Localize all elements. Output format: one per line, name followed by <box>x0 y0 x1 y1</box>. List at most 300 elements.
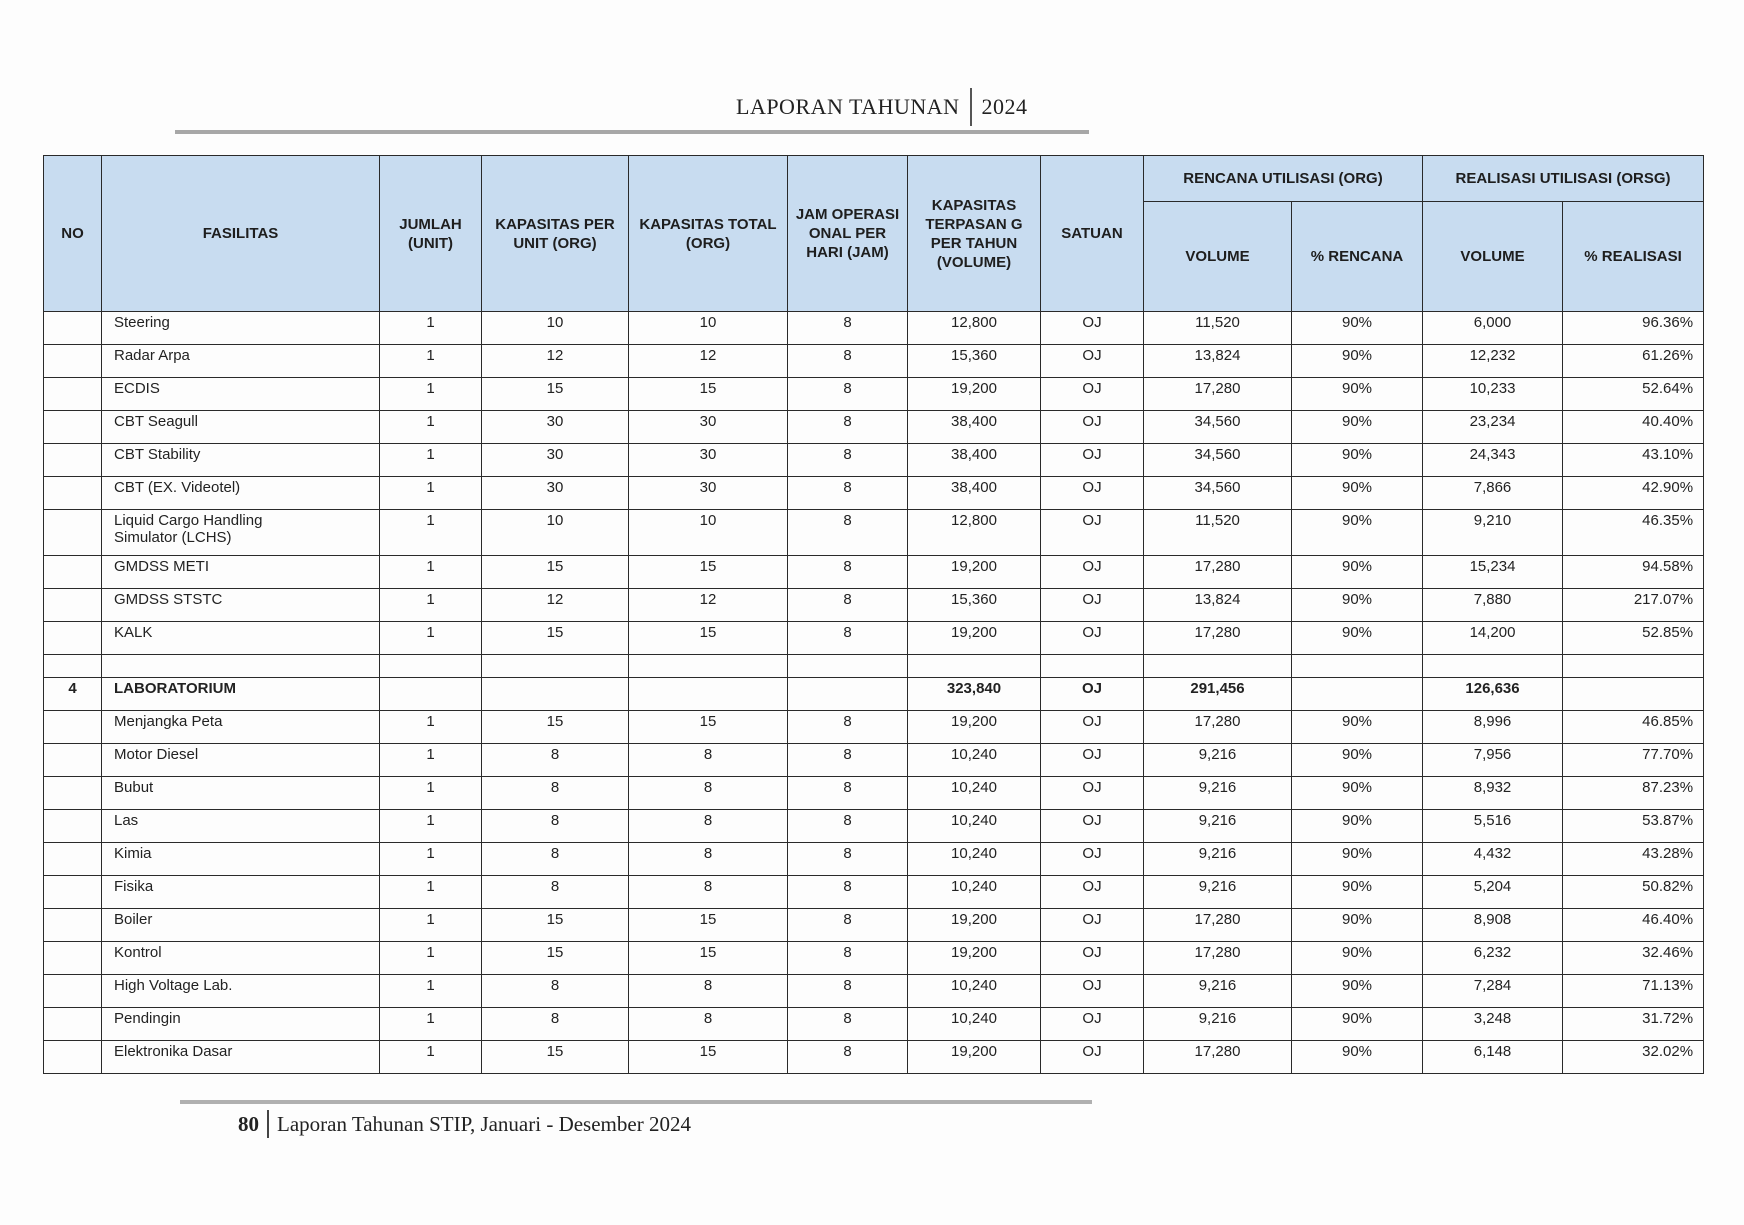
cell-kap-unit: 15 <box>482 622 629 655</box>
cell-jumlah: 1 <box>380 312 482 345</box>
col-jam-operasional: JAM OPERASI ONAL PER HARI (JAM) <box>788 156 908 312</box>
table-row <box>44 1008 1704 1041</box>
cell-fasilitas: CBT Stability <box>102 444 380 477</box>
cell-satuan: OJ <box>1041 975 1144 1008</box>
cell-rencana-pct: 90% <box>1292 744 1423 777</box>
cell-kap-unit: 30 <box>482 411 629 444</box>
cell-realisasi-volume: 7,866 <box>1423 477 1563 510</box>
cell-jam: 8 <box>788 744 908 777</box>
cell-realisasi-volume: 4,432 <box>1423 843 1563 876</box>
empty-row <box>44 655 1704 678</box>
cell-realisasi-volume: 5,516 <box>1423 810 1563 843</box>
cell-jam: 8 <box>788 975 908 1008</box>
cell-rencana-volume: 17,280 <box>1144 622 1292 655</box>
table-row <box>44 843 1704 876</box>
cell-rencana-pct: 90% <box>1292 589 1423 622</box>
cell-kap-terpasang: 10,240 <box>908 777 1041 810</box>
cell-satuan: OJ <box>1041 312 1144 345</box>
cell-realisasi-pct: 42.90% <box>1563 477 1704 510</box>
cell-jam: 8 <box>788 589 908 622</box>
cell-satuan: OJ <box>1041 843 1144 876</box>
cell-kap-total: 30 <box>629 444 788 477</box>
cell-rencana-pct: 90% <box>1292 312 1423 345</box>
col-satuan: SATUAN <box>1041 156 1144 312</box>
table-row <box>44 876 1704 909</box>
section-realisasi-volume: 126,636 <box>1423 678 1563 711</box>
cell-jam: 8 <box>788 942 908 975</box>
cell-kap-terpasang: 38,400 <box>908 477 1041 510</box>
cell-jumlah: 1 <box>380 622 482 655</box>
cell-satuan: OJ <box>1041 378 1144 411</box>
cell-rencana-volume: 9,216 <box>1144 843 1292 876</box>
cell-kap-unit: 8 <box>482 975 629 1008</box>
section-rencana-volume: 291,456 <box>1144 678 1292 711</box>
table-row <box>44 810 1704 843</box>
cell-jumlah: 1 <box>380 411 482 444</box>
cell-jumlah: 1 <box>380 378 482 411</box>
cell-rencana-volume: 9,216 <box>1144 810 1292 843</box>
cell-rencana-pct: 90% <box>1292 876 1423 909</box>
cell-realisasi-pct: 94.58% <box>1563 556 1704 589</box>
cell-satuan: OJ <box>1041 411 1144 444</box>
cell-kap-unit: 10 <box>482 312 629 345</box>
cell-kap-terpasang: 38,400 <box>908 411 1041 444</box>
cell-kap-terpasang: 15,360 <box>908 345 1041 378</box>
cell-no <box>44 843 102 876</box>
cell-satuan: OJ <box>1041 711 1144 744</box>
cell-rencana-pct: 90% <box>1292 345 1423 378</box>
cell-kap-unit: 8 <box>482 876 629 909</box>
cell-rencana-pct: 90% <box>1292 711 1423 744</box>
cell-rencana-pct: 90% <box>1292 843 1423 876</box>
cell-kap-terpasang: 10,240 <box>908 876 1041 909</box>
cell-realisasi-volume: 12,232 <box>1423 345 1563 378</box>
cell-fasilitas: Steering <box>102 312 380 345</box>
cell-realisasi-pct: 61.26% <box>1563 345 1704 378</box>
cell-kap-total: 15 <box>629 378 788 411</box>
header-separator <box>970 88 972 126</box>
cell-kap-total: 8 <box>629 876 788 909</box>
cell-kap-terpasang: 12,800 <box>908 510 1041 556</box>
cell-kap-unit: 15 <box>482 711 629 744</box>
cell-realisasi-volume: 7,284 <box>1423 975 1563 1008</box>
cell-realisasi-volume: 14,200 <box>1423 622 1563 655</box>
cell-realisasi-volume: 8,996 <box>1423 711 1563 744</box>
cell-jam: 8 <box>788 477 908 510</box>
cell-kap-total: 15 <box>629 556 788 589</box>
cell-kap-total: 10 <box>629 510 788 556</box>
cell-rencana-pct: 90% <box>1292 1008 1423 1041</box>
table-row <box>44 622 1704 655</box>
cell-rencana-pct: 90% <box>1292 1041 1423 1074</box>
cell-fasilitas: Bubut <box>102 777 380 810</box>
cell-kap-terpasang: 10,240 <box>908 744 1041 777</box>
table-row <box>44 909 1704 942</box>
cell-realisasi-volume: 3,248 <box>1423 1008 1563 1041</box>
cell-rencana-pct: 90% <box>1292 378 1423 411</box>
cell-kap-unit: 10 <box>482 510 629 556</box>
cell-satuan: OJ <box>1041 622 1144 655</box>
utilisasi-table <box>43 155 1704 1074</box>
cell-fasilitas: Pendingin <box>102 1008 380 1041</box>
cell-fasilitas: GMDSS STSTC <box>102 589 380 622</box>
table-row <box>44 975 1704 1008</box>
cell-no <box>44 1041 102 1074</box>
cell-realisasi-pct: 46.85% <box>1563 711 1704 744</box>
cell-kap-terpasang: 15,360 <box>908 589 1041 622</box>
cell-kap-total: 30 <box>629 411 788 444</box>
section-kap-terpasang: 323,840 <box>908 678 1041 711</box>
header-rule <box>175 130 1089 134</box>
cell-kap-terpasang: 10,240 <box>908 810 1041 843</box>
cell-rencana-volume: 9,216 <box>1144 777 1292 810</box>
footer-text: Laporan Tahunan STIP, Januari - Desember 2024 <box>277 1111 691 1136</box>
cell-fasilitas: KALK <box>102 622 380 655</box>
cell-kap-total: 30 <box>629 477 788 510</box>
cell-kap-terpasang: 19,200 <box>908 622 1041 655</box>
cell-kap-total: 15 <box>629 909 788 942</box>
cell-no <box>44 345 102 378</box>
cell-kap-terpasang: 19,200 <box>908 556 1041 589</box>
cell-kap-total: 15 <box>629 622 788 655</box>
table-row <box>44 777 1704 810</box>
cell-kap-total: 15 <box>629 1041 788 1074</box>
section-title: LABORATORIUM <box>102 678 380 711</box>
cell-fasilitas: Kimia <box>102 843 380 876</box>
cell-rencana-volume: 13,824 <box>1144 589 1292 622</box>
section-no: 4 <box>44 678 102 711</box>
cell-no <box>44 312 102 345</box>
cell-jam: 8 <box>788 312 908 345</box>
cell-rencana-volume: 11,520 <box>1144 312 1292 345</box>
cell-rencana-volume: 11,520 <box>1144 510 1292 556</box>
cell-no <box>44 876 102 909</box>
cell-jam: 8 <box>788 345 908 378</box>
cell-jam: 8 <box>788 810 908 843</box>
cell-rencana-pct: 90% <box>1292 411 1423 444</box>
page-footer <box>238 1110 691 1138</box>
table-row <box>44 556 1704 589</box>
cell-rencana-pct: 90% <box>1292 477 1423 510</box>
col-kapasitas-per-unit: KAPASITAS PER UNIT (ORG) <box>482 156 629 312</box>
cell-no <box>44 622 102 655</box>
cell-realisasi-pct: 32.02% <box>1563 1041 1704 1074</box>
cell-kap-terpasang: 19,200 <box>908 909 1041 942</box>
cell-jumlah: 1 <box>380 843 482 876</box>
cell-satuan: OJ <box>1041 345 1144 378</box>
cell-jam: 8 <box>788 1041 908 1074</box>
cell-realisasi-pct: 217.07% <box>1563 589 1704 622</box>
cell-no <box>44 975 102 1008</box>
cell-kap-unit: 12 <box>482 589 629 622</box>
cell-fasilitas: Kontrol <box>102 942 380 975</box>
col-kapasitas-total: KAPASITAS TOTAL (ORG) <box>629 156 788 312</box>
cell-jumlah: 1 <box>380 744 482 777</box>
cell-no <box>44 477 102 510</box>
cell-jumlah: 1 <box>380 942 482 975</box>
cell-kap-unit: 15 <box>482 556 629 589</box>
cell-satuan: OJ <box>1041 777 1144 810</box>
cell-realisasi-pct: 43.28% <box>1563 843 1704 876</box>
cell-realisasi-pct: 46.40% <box>1563 909 1704 942</box>
cell-rencana-pct: 90% <box>1292 444 1423 477</box>
cell-satuan: OJ <box>1041 744 1144 777</box>
cell-realisasi-volume: 10,233 <box>1423 378 1563 411</box>
cell-jam: 8 <box>788 411 908 444</box>
cell-kap-unit: 8 <box>482 777 629 810</box>
cell-no <box>44 378 102 411</box>
cell-no <box>44 810 102 843</box>
cell-kap-terpasang: 38,400 <box>908 444 1041 477</box>
cell-no <box>44 589 102 622</box>
col-fasilitas: FASILITAS <box>102 156 380 312</box>
cell-jam: 8 <box>788 510 908 556</box>
fasilitas-line-1: Liquid Cargo Handling <box>114 512 263 529</box>
cell-rencana-pct: 90% <box>1292 622 1423 655</box>
cell-rencana-volume: 13,824 <box>1144 345 1292 378</box>
cell-jumlah: 1 <box>380 777 482 810</box>
cell-realisasi-pct: 46.35% <box>1563 510 1704 556</box>
cell-jumlah: 1 <box>380 589 482 622</box>
table-row <box>44 411 1704 444</box>
cell-jam: 8 <box>788 711 908 744</box>
section-row-laboratorium <box>44 678 1704 711</box>
page-number: 80 <box>238 1111 259 1136</box>
table-row <box>44 589 1704 622</box>
table-row <box>44 744 1704 777</box>
cell-kap-total: 12 <box>629 345 788 378</box>
header-year: 2024 <box>981 94 1028 119</box>
cell-no <box>44 556 102 589</box>
cell-satuan: OJ <box>1041 1041 1144 1074</box>
cell-fasilitas: High Voltage Lab. <box>102 975 380 1008</box>
cell-kap-terpasang: 10,240 <box>908 843 1041 876</box>
cell-realisasi-pct: 71.13% <box>1563 975 1704 1008</box>
cell-realisasi-pct: 43.10% <box>1563 444 1704 477</box>
cell-jam: 8 <box>788 378 908 411</box>
cell-no <box>44 942 102 975</box>
col-realisasi-utilisasi: REALISASI UTILISASI (ORSG) <box>1423 156 1704 202</box>
col-rencana-utilisasi: RENCANA UTILISASI (ORG) <box>1144 156 1423 202</box>
cell-fasilitas: CBT Seagull <box>102 411 380 444</box>
cell-realisasi-volume: 6,232 <box>1423 942 1563 975</box>
cell-realisasi-volume: 8,932 <box>1423 777 1563 810</box>
cell-rencana-volume: 17,280 <box>1144 556 1292 589</box>
cell-jumlah: 1 <box>380 477 482 510</box>
cell-jumlah: 1 <box>380 876 482 909</box>
cell-kap-total: 8 <box>629 843 788 876</box>
cell-realisasi-volume: 6,000 <box>1423 312 1563 345</box>
cell-fasilitas: Menjangka Peta <box>102 711 380 744</box>
cell-jam: 8 <box>788 556 908 589</box>
table-row <box>44 345 1704 378</box>
table-row <box>44 711 1704 744</box>
cell-realisasi-pct: 77.70% <box>1563 744 1704 777</box>
cell-fasilitas: Motor Diesel <box>102 744 380 777</box>
cell-rencana-pct: 90% <box>1292 942 1423 975</box>
cell-realisasi-pct: 32.46% <box>1563 942 1704 975</box>
cell-fasilitas: CBT (EX. Videotel) <box>102 477 380 510</box>
cell-kap-unit: 30 <box>482 444 629 477</box>
cell-kap-total: 8 <box>629 777 788 810</box>
cell-kap-total: 8 <box>629 744 788 777</box>
cell-kap-unit: 8 <box>482 810 629 843</box>
table-row <box>44 942 1704 975</box>
cell-rencana-volume: 17,280 <box>1144 711 1292 744</box>
cell-realisasi-pct: 87.23% <box>1563 777 1704 810</box>
cell-satuan: OJ <box>1041 589 1144 622</box>
cell-jam: 8 <box>788 843 908 876</box>
cell-kap-unit: 15 <box>482 942 629 975</box>
footer-separator <box>267 1110 269 1138</box>
cell-realisasi-pct: 52.64% <box>1563 378 1704 411</box>
cell-satuan: OJ <box>1041 510 1144 556</box>
cell-kap-unit: 15 <box>482 378 629 411</box>
cell-fasilitas: Las <box>102 810 380 843</box>
cell-realisasi-volume: 9,210 <box>1423 510 1563 556</box>
cell-kap-unit: 12 <box>482 345 629 378</box>
cell-no <box>44 411 102 444</box>
cell-jam: 8 <box>788 909 908 942</box>
table-row <box>44 477 1704 510</box>
footer-rule <box>180 1100 1092 1104</box>
cell-jumlah: 1 <box>380 345 482 378</box>
section-satuan: OJ <box>1041 678 1144 711</box>
cell-realisasi-pct: 40.40% <box>1563 411 1704 444</box>
cell-kap-total: 8 <box>629 975 788 1008</box>
cell-fasilitas: Fisika <box>102 876 380 909</box>
cell-realisasi-volume: 7,880 <box>1423 589 1563 622</box>
cell-kap-total: 15 <box>629 942 788 975</box>
cell-satuan: OJ <box>1041 909 1144 942</box>
cell-jumlah: 1 <box>380 556 482 589</box>
cell-realisasi-volume: 6,148 <box>1423 1041 1563 1074</box>
cell-realisasi-pct: 96.36% <box>1563 312 1704 345</box>
cell-realisasi-pct: 31.72% <box>1563 1008 1704 1041</box>
col-kapasitas-terpasang: KAPASITAS TERPASAN G PER TAHUN (VOLUME) <box>908 156 1041 312</box>
cell-rencana-pct: 90% <box>1292 975 1423 1008</box>
cell-kap-terpasang: 19,200 <box>908 378 1041 411</box>
cell-rencana-volume: 9,216 <box>1144 876 1292 909</box>
cell-satuan: OJ <box>1041 477 1144 510</box>
cell-jam: 8 <box>788 876 908 909</box>
cell-jam: 8 <box>788 444 908 477</box>
cell-no <box>44 510 102 556</box>
cell-rencana-volume: 9,216 <box>1144 1008 1292 1041</box>
cell-no <box>44 909 102 942</box>
cell-kap-unit: 8 <box>482 1008 629 1041</box>
cell-satuan: OJ <box>1041 810 1144 843</box>
cell-satuan: OJ <box>1041 556 1144 589</box>
table-row <box>44 1041 1704 1074</box>
cell-realisasi-pct: 52.85% <box>1563 622 1704 655</box>
cell-rencana-volume: 9,216 <box>1144 975 1292 1008</box>
cell-no <box>44 711 102 744</box>
cell-kap-terpasang: 10,240 <box>908 1008 1041 1041</box>
cell-jumlah: 1 <box>380 1008 482 1041</box>
cell-realisasi-volume: 5,204 <box>1423 876 1563 909</box>
cell-jumlah: 1 <box>380 975 482 1008</box>
cell-jam: 8 <box>788 1008 908 1041</box>
cell-jumlah: 1 <box>380 1041 482 1074</box>
table-row <box>44 312 1704 345</box>
page-header <box>736 88 1028 126</box>
cell-kap-terpasang: 19,200 <box>908 942 1041 975</box>
cell-realisasi-volume: 24,343 <box>1423 444 1563 477</box>
col-realisasi-pct: % REALISASI <box>1563 202 1704 312</box>
cell-kap-total: 8 <box>629 810 788 843</box>
cell-fasilitas: Radar Arpa <box>102 345 380 378</box>
cell-kap-terpasang: 10,240 <box>908 975 1041 1008</box>
cell-no <box>44 744 102 777</box>
cell-kap-total: 10 <box>629 312 788 345</box>
cell-rencana-pct: 90% <box>1292 777 1423 810</box>
cell-jumlah: 1 <box>380 909 482 942</box>
cell-realisasi-pct: 53.87% <box>1563 810 1704 843</box>
cell-rencana-volume: 17,280 <box>1144 1041 1292 1074</box>
cell-jumlah: 1 <box>380 510 482 556</box>
cell-rencana-volume: 17,280 <box>1144 378 1292 411</box>
table-row <box>44 510 1704 556</box>
cell-kap-terpasang: 19,200 <box>908 711 1041 744</box>
col-rencana-volume: VOLUME <box>1144 202 1292 312</box>
cell-jam: 8 <box>788 622 908 655</box>
cell-kap-unit: 8 <box>482 744 629 777</box>
table-row <box>44 378 1704 411</box>
cell-no <box>44 1008 102 1041</box>
cell-jumlah: 1 <box>380 711 482 744</box>
cell-fasilitas: Elektronika Dasar <box>102 1041 380 1074</box>
col-jumlah: JUMLAH (UNIT) <box>380 156 482 312</box>
cell-jam: 8 <box>788 777 908 810</box>
cell-realisasi-volume: 15,234 <box>1423 556 1563 589</box>
cell-kap-total: 8 <box>629 1008 788 1041</box>
cell-jumlah: 1 <box>380 444 482 477</box>
cell-satuan: OJ <box>1041 1008 1144 1041</box>
cell-realisasi-volume: 23,234 <box>1423 411 1563 444</box>
cell-kap-total: 15 <box>629 711 788 744</box>
cell-realisasi-volume: 7,956 <box>1423 744 1563 777</box>
cell-rencana-volume: 9,216 <box>1144 744 1292 777</box>
cell-realisasi-volume: 8,908 <box>1423 909 1563 942</box>
cell-rencana-pct: 90% <box>1292 556 1423 589</box>
fasilitas-line-2: Simulator (LCHS) <box>114 529 232 546</box>
cell-realisasi-pct: 50.82% <box>1563 876 1704 909</box>
cell-kap-total: 12 <box>629 589 788 622</box>
cell-no <box>44 444 102 477</box>
header-title: LAPORAN TAHUNAN <box>736 94 960 119</box>
cell-no <box>44 777 102 810</box>
cell-satuan: OJ <box>1041 942 1144 975</box>
cell-kap-terpasang: 19,200 <box>908 1041 1041 1074</box>
cell-satuan: OJ <box>1041 876 1144 909</box>
cell-fasilitas: Boiler <box>102 909 380 942</box>
cell-rencana-pct: 90% <box>1292 909 1423 942</box>
cell-rencana-volume: 17,280 <box>1144 942 1292 975</box>
cell-rencana-pct: 90% <box>1292 810 1423 843</box>
cell-kap-unit: 15 <box>482 909 629 942</box>
table-row <box>44 444 1704 477</box>
cell-jumlah: 1 <box>380 810 482 843</box>
cell-kap-unit: 30 <box>482 477 629 510</box>
cell-kap-terpasang: 12,800 <box>908 312 1041 345</box>
col-no: NO <box>44 156 102 312</box>
cell-kap-unit: 8 <box>482 843 629 876</box>
cell-rencana-pct: 90% <box>1292 510 1423 556</box>
cell-rencana-volume: 34,560 <box>1144 477 1292 510</box>
cell-fasilitas: GMDSS METI <box>102 556 380 589</box>
cell-rencana-volume: 17,280 <box>1144 909 1292 942</box>
